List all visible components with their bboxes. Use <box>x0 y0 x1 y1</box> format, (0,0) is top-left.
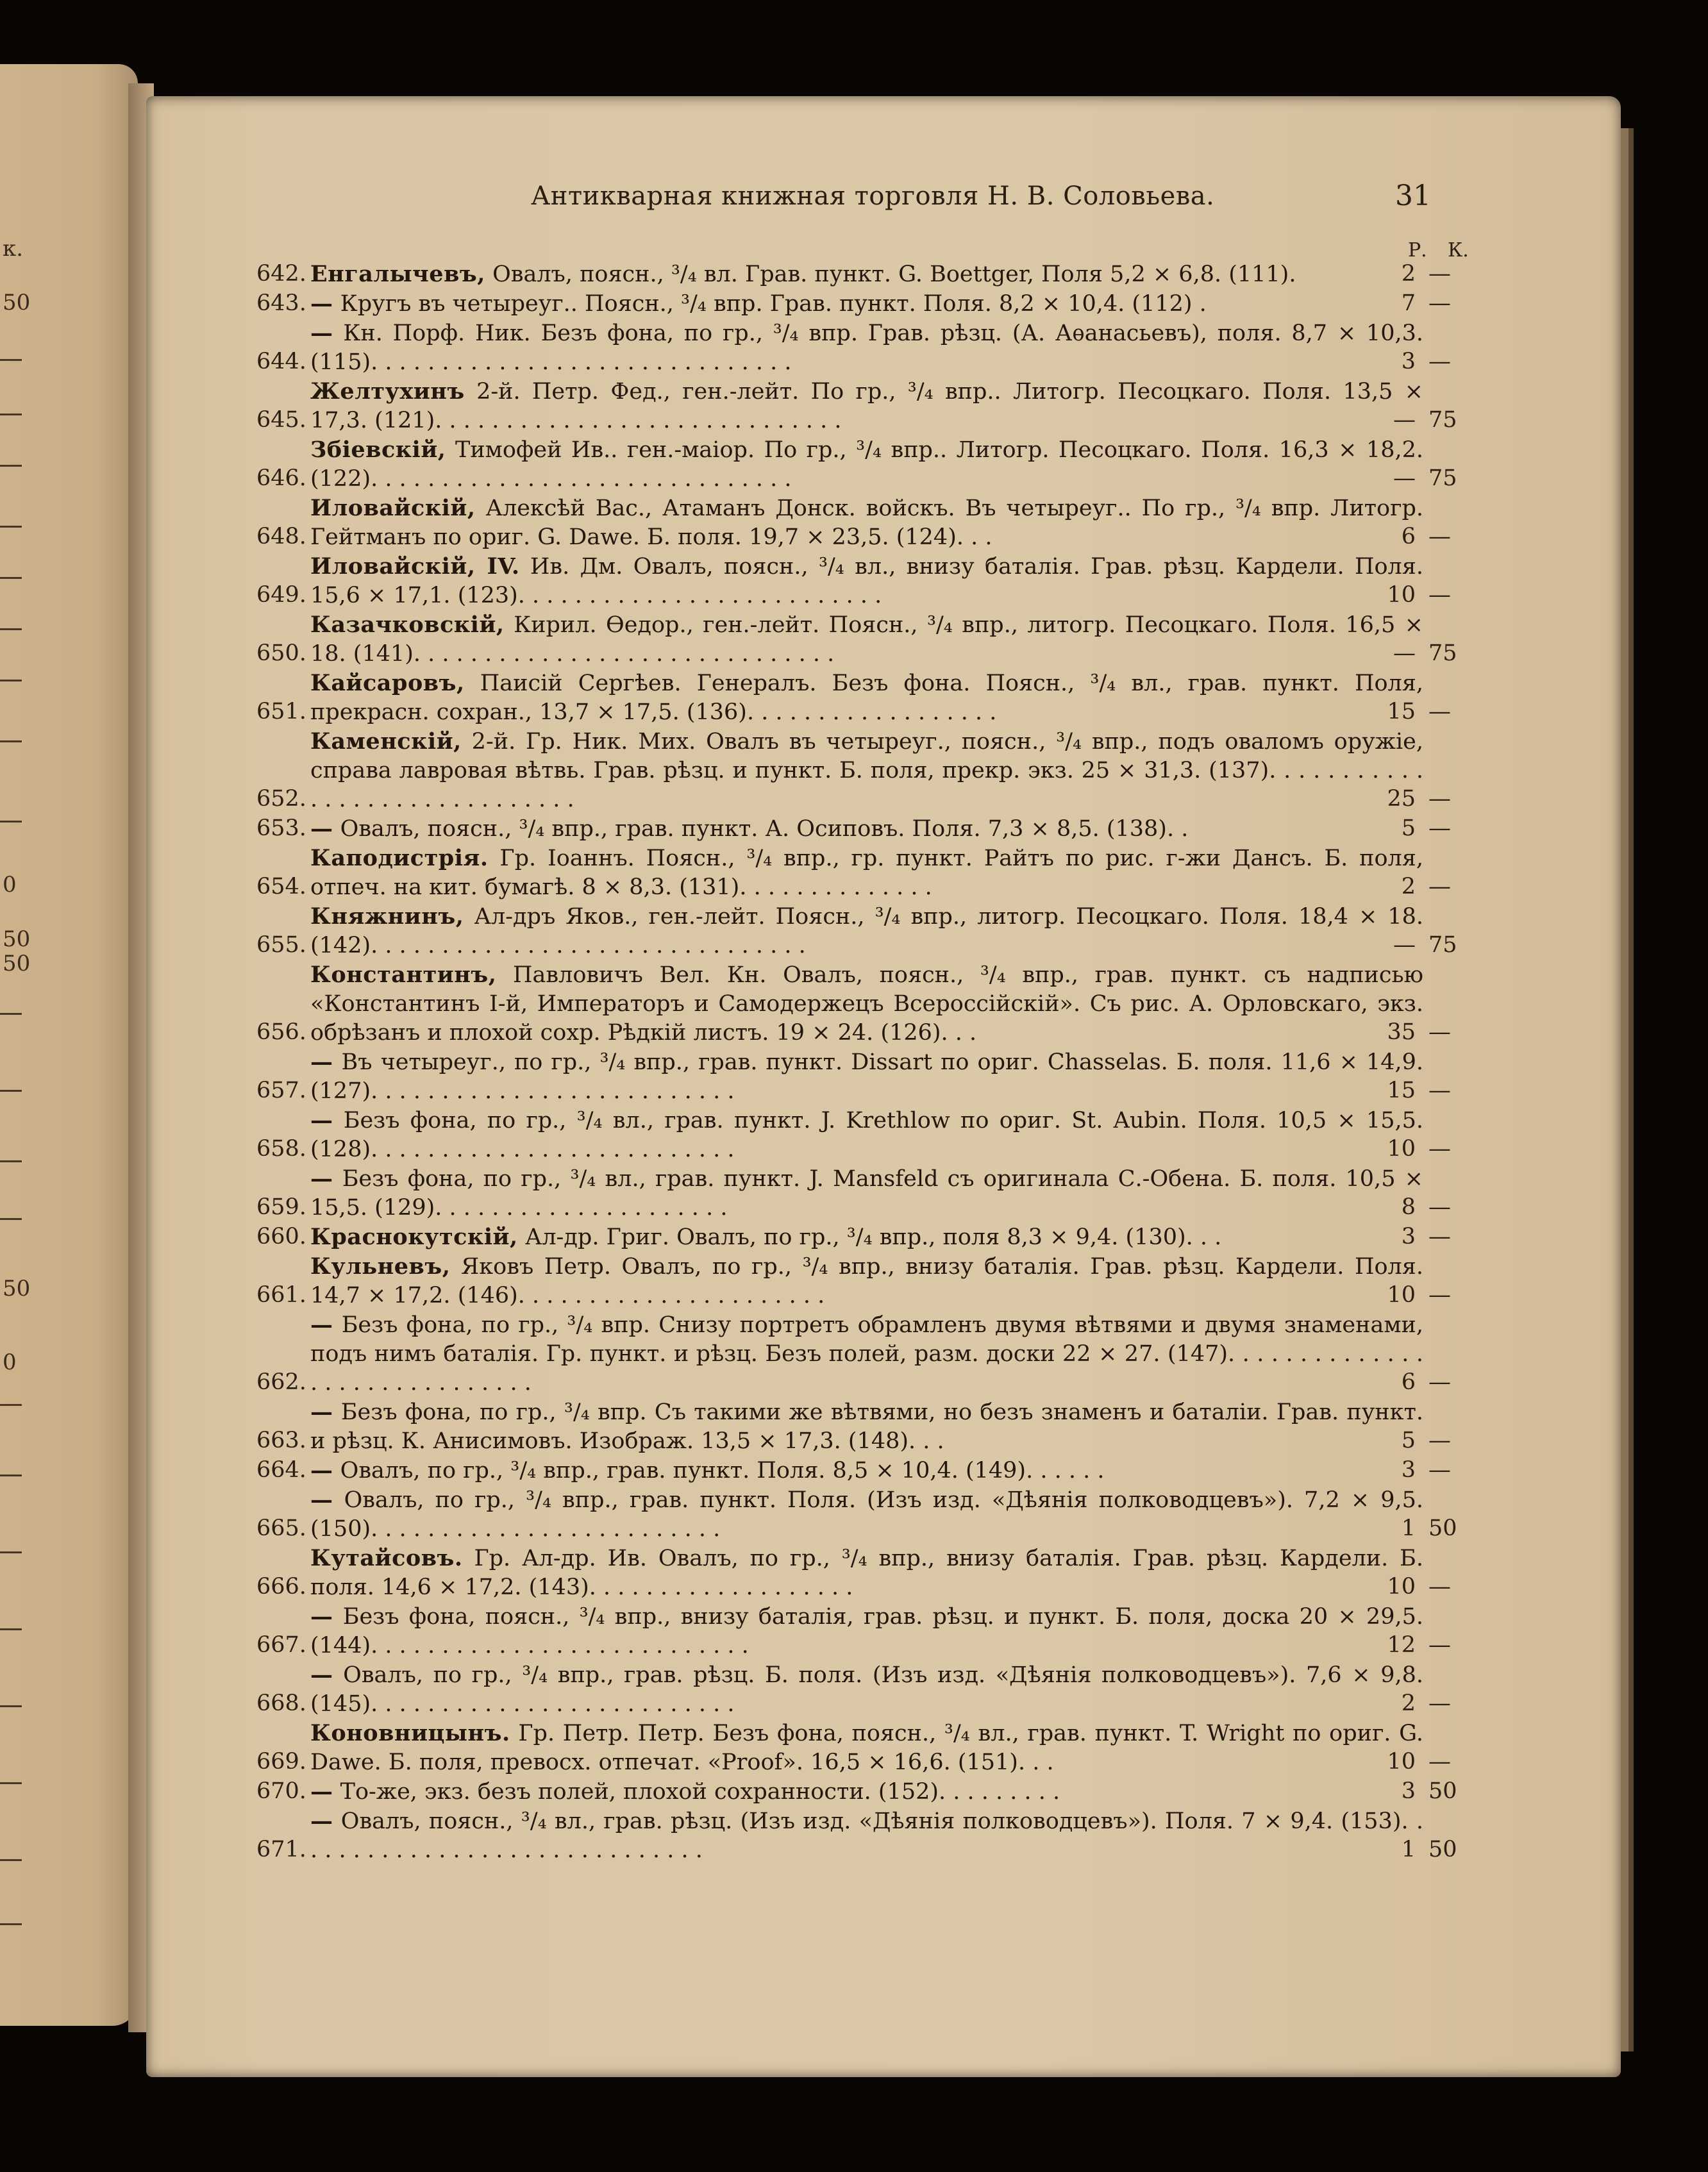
entry-price-kopecks: — <box>1428 1749 1451 1775</box>
entry-description <box>310 1544 1423 1602</box>
entry-price-rubles: 12 <box>1387 1632 1416 1658</box>
catalog-entry <box>256 552 1507 610</box>
entry-name: Константинъ, <box>310 962 497 988</box>
entry-number: 669. <box>256 1749 306 1775</box>
entry-description <box>310 435 1423 494</box>
catalog-entry <box>256 727 1507 814</box>
catalog-entry <box>256 1048 1507 1106</box>
left-page-dash <box>0 465 22 467</box>
entry-details: Яковъ Петр. Овалъ, по гр., ³/₄ впр., внизу баталія. Грав. рѣзц. Кардели. Поля. 14,7 × 17,2. (146). . . . . . . . . . . . . . . . . . . . . . <box>310 1254 1423 1308</box>
entry-price-kopecks: — <box>1428 699 1451 724</box>
entry-description <box>310 814 1423 844</box>
entry-description <box>310 1252 1423 1310</box>
entry-description <box>310 960 1423 1048</box>
entry-price-kopecks: — <box>1428 1194 1451 1220</box>
entry-details: То-же, экз. безъ полей, плохой сохранности. (152). . . . . . . . . <box>340 1779 1060 1805</box>
entry-name: Иловайскій, <box>310 495 476 521</box>
entry-details: Безъ фона, по гр., ³/₄ впр. Снизу портретъ обрамленъ двумя вѣтвями и двумя знаменами, подъ нимъ баталія. Гр. пункт. и рѣзц. Безъ полей, разм. доски 22 × 27. (147). . . . . . . . . . . . . . . . . . . . . . . . . . . . . . <box>310 1312 1423 1396</box>
catalog-entry <box>256 1777 1507 1807</box>
entry-name: — <box>310 1603 333 1630</box>
catalog-entry <box>256 1310 1507 1398</box>
entry-price-kopecks: — <box>1428 290 1451 316</box>
entry-number: 670. <box>256 1778 306 1804</box>
catalog-entry <box>256 1807 1507 1865</box>
entry-name: Казачковскій, <box>310 612 505 638</box>
entry-number: 645. <box>256 407 306 433</box>
entry-price-kopecks: — <box>1428 1691 1451 1716</box>
left-page-fragment: 50 <box>3 926 31 952</box>
entry-price-rubles: 2 <box>1401 1691 1416 1716</box>
left-page-dash <box>0 821 22 823</box>
left-page-dash <box>0 628 22 630</box>
left-page-dash <box>0 1474 22 1476</box>
entry-number: 652. <box>256 786 306 812</box>
entry-price-kopecks: — <box>1428 1574 1451 1600</box>
left-page-edge <box>0 64 138 2026</box>
entry-name: Каменскій, <box>310 728 462 755</box>
entry-description <box>310 1164 1423 1223</box>
entry-price-kopecks: — <box>1428 1369 1451 1395</box>
left-page-dash <box>0 1090 22 1092</box>
catalog-entry <box>256 669 1507 727</box>
entry-details: 2-й. Петр. Фед., ген.-лейт. По гр., ³/₄ впр.. Литогр. Песоцкаго. Поля. 13,5 × 17,3. (121). . . . . . . . . . . . . . . . . . . . . . . . . . . . . <box>310 379 1423 433</box>
entry-price-rubles: — <box>1393 465 1416 491</box>
entry-description <box>310 552 1423 610</box>
entry-description <box>310 289 1423 319</box>
entry-price-kopecks: — <box>1428 786 1451 812</box>
entry-price-kopecks: — <box>1428 1282 1451 1308</box>
catalog-entry <box>256 1602 1507 1660</box>
entry-name: — <box>310 1662 333 1688</box>
entry-price-rubles: 5 <box>1401 1428 1416 1453</box>
entry-price-kopecks: 50 <box>1428 1778 1457 1804</box>
entry-name: Кутайсовъ. <box>310 1545 463 1571</box>
entry-number: 660. <box>256 1224 306 1249</box>
catalog-entry <box>256 902 1507 960</box>
entry-price-rubles: 3 <box>1401 1224 1416 1249</box>
entry-number: 666. <box>256 1574 306 1600</box>
entry-price-kopecks: 50 <box>1428 1516 1457 1541</box>
entry-description <box>310 1485 1423 1544</box>
entry-price-rubles: 1 <box>1401 1837 1416 1862</box>
entry-number: 644. <box>256 349 306 374</box>
entry-details: Тимофей Ив.. ген.-маіор. По гр., ³/₄ впр.. Литогр. Песоцкаго. Поля. 16,3 × 18,2. (122). . . . . . . . . . . . . . . . . . . . . . . . . . . . . . <box>310 437 1423 492</box>
entry-name: — <box>310 1399 333 1425</box>
entry-price-rubles: 3 <box>1401 1778 1416 1804</box>
entry-price-rubles: 10 <box>1387 1136 1416 1162</box>
left-page-dash <box>0 1404 22 1406</box>
entry-price-rubles: 35 <box>1387 1019 1416 1045</box>
entry-name: Иловайскій, IV. <box>310 553 520 580</box>
entry-number: 658. <box>256 1136 306 1162</box>
entry-price-rubles: 6 <box>1401 1369 1416 1395</box>
left-page-dash <box>0 1628 22 1630</box>
catalog-entry <box>256 319 1507 377</box>
entry-price-kopecks: — <box>1428 815 1451 841</box>
catalog-entry <box>256 1252 1507 1310</box>
entry-details: Безъ фона, по гр., ³/₄ впр. Съ такими же вѣтвями, но безъ знаменъ и баталіи. Грав. пункт. и рѣзц. К. Анисимовъ. Изображ. 13,5 × 17,3. (148). . . <box>310 1399 1423 1454</box>
entry-price-kopecks: — <box>1428 349 1451 374</box>
entry-description <box>310 669 1423 727</box>
catalog-entry <box>256 1106 1507 1164</box>
entry-price-rubles: 6 <box>1401 524 1416 549</box>
catalog-entry <box>256 1485 1507 1544</box>
entry-details: Въ четыреуг., по гр., ³/₄ впр., грав. пункт. Dissart по ориг. Chasselas. Б. поля. 11,6 × 14,9. (127). . . . . . . . . . . . . . . . . . . . . . . . . . <box>310 1049 1423 1104</box>
entry-price-kopecks: — <box>1428 261 1451 287</box>
entry-description <box>310 1106 1423 1164</box>
entry-price-rubles: 2 <box>1401 874 1416 899</box>
entry-details: Гр. Іоаннъ. Поясн., ³/₄ впр., гр. пункт. Райтъ по рис. г-жи Дансъ. Б. поля, отпеч. на кит. бумагѣ. 8 × 8,3. (131). . . . . . . . . . . . . . <box>310 846 1423 900</box>
entry-price-kopecks: — <box>1428 1224 1451 1249</box>
entry-price-kopecks: 75 <box>1428 932 1457 958</box>
entry-details: Ал-дръ Яков., ген.-лейт. Поясн., ³/₄ впр., литогр. Песоцкаго. Поля. 18,4 × 18. (142). . . . . . . . . . . . . . . . . . . . . . . . . . . . . . . <box>310 904 1423 958</box>
catalog-entry <box>256 1456 1507 1485</box>
entry-description <box>310 844 1423 902</box>
entry-number: 649. <box>256 582 306 608</box>
entry-number: 667. <box>256 1632 306 1658</box>
entry-number: 663. <box>256 1428 306 1453</box>
entry-price-rubles: 10 <box>1387 1749 1416 1775</box>
entry-number: 643. <box>256 290 306 316</box>
entry-number: 657. <box>256 1078 306 1103</box>
catalog-entry <box>256 1719 1507 1777</box>
left-page-fragment: 50 <box>3 1276 31 1301</box>
entry-details: Павловичъ Вел. Кн. Овалъ, поясн., ³/₄ впр., грав. пункт. съ надписью «Константинъ І-й, Императоръ и Самодержецъ Всероссійскій». Съ рис. А. Орловскаго, экз. обрѣзанъ и плохой сохр. Рѣдкій листъ. 19 × 24. (126). . . <box>310 962 1423 1046</box>
entry-price-kopecks: 75 <box>1428 407 1457 433</box>
entry-name: — <box>310 1487 333 1513</box>
catalog-entry <box>256 1164 1507 1223</box>
entry-number: 655. <box>256 932 306 958</box>
catalog-entry <box>256 814 1507 844</box>
left-page-dash <box>0 414 22 415</box>
entry-number: 659. <box>256 1194 306 1220</box>
left-page-dash <box>0 1013 22 1015</box>
catalog-entry <box>256 844 1507 902</box>
column-header-rubles: Р. <box>1408 239 1427 262</box>
entry-description <box>310 1660 1423 1719</box>
entry-details: Кирил. Ѳедор., ген.-лейт. Поясн., ³/₄ впр., литогр. Песоцкаго. Поля. 16,5 × 18. (141). . . . . . . . . . . . . . . . . . . . . . . . . . . . . . <box>310 612 1423 667</box>
entry-price-rubles: 2 <box>1401 261 1416 287</box>
entry-details: Кругъ въ четыреуг.. Поясн., ³/₄ впр. Грав. пункт. Поля. 8,2 × 10,4. (112) . <box>340 291 1207 317</box>
entry-details: Безъ фона, поясн., ³/₄ впр., внизу баталія, грав. рѣзц. и пункт. Б. поля, доска 20 × 29,5. (144). . . . . . . . . . . . . . . . . . . . . . . . . . . <box>310 1604 1423 1658</box>
catalog-entry <box>256 435 1507 494</box>
page-edge-stack <box>1621 128 1628 2051</box>
catalog-entry <box>256 1544 1507 1602</box>
left-page-dash <box>0 1705 22 1707</box>
entry-price-kopecks: — <box>1428 1078 1451 1103</box>
catalog-entries <box>256 260 1507 1865</box>
entry-price-rubles: 10 <box>1387 1282 1416 1308</box>
left-page-dash <box>0 1551 22 1553</box>
entry-description <box>310 1807 1423 1865</box>
entry-name: Кайсаровъ, <box>310 670 465 696</box>
catalog-entry <box>256 960 1507 1048</box>
entry-description <box>310 1602 1423 1660</box>
entry-details: Гр. Петр. Петр. Безъ фона, поясн., ³/₄ вл., грав. пункт. T. Wright по ориг. G. Dawe. Б. поля, превосх. отпечат. «Proof». 16,5 × 16,6. (151). . . <box>310 1721 1423 1775</box>
entry-number: 665. <box>256 1516 306 1541</box>
entry-number: 653. <box>256 815 306 841</box>
left-page-fragment: к. <box>3 236 24 262</box>
entry-number: 668. <box>256 1691 306 1716</box>
entry-name: Збіевскій, <box>310 437 446 463</box>
entry-details: Паисій Сергѣев. Генералъ. Безъ фона. Поясн., ³/₄ вл., грав. пункт. Поля, прекрасн. сохран., 13,7 × 17,5. (136). . . . . . . . . . . . . . . . . . <box>310 671 1423 725</box>
entry-name: — <box>310 1312 333 1338</box>
entry-price-kopecks: 50 <box>1428 1837 1457 1862</box>
left-page-dash <box>0 1782 22 1784</box>
entry-name: Кульневъ, <box>310 1253 451 1280</box>
entry-details: Безъ фона, по гр., ³/₄ вл., грав. пункт. J. Krethlow по ориг. St. Aubin. Поля. 10,5 × 15,5. (128). . . . . . . . . . . . . . . . . . . . . . . . . . <box>310 1108 1423 1162</box>
entry-price-rubles: 8 <box>1401 1194 1416 1220</box>
entry-details: Овалъ, поясн., ³/₄ впр., грав. пункт. А. Осиповъ. Поля. 7,3 × 8,5. (138). . <box>340 816 1189 842</box>
entry-price-kopecks: — <box>1428 524 1451 549</box>
entry-description <box>310 727 1423 814</box>
entry-price-rubles: 15 <box>1387 1078 1416 1103</box>
entry-details: Овалъ, поясн., ³/₄ вл. Грав. пункт. G. Boettger, Поля 5,2 × 6,8. (111). <box>492 262 1296 287</box>
left-page-dash <box>0 1160 22 1162</box>
entry-price-kopecks: — <box>1428 1428 1451 1453</box>
entry-details: Овалъ, по гр., ³/₄ впр., грав. рѣзц. Б. поля. (Изъ изд. «Дѣянія полководцевъ»). 7,6 × 9,8. (145). . . . . . . . . . . . . . . . . . . . . . . . . . <box>310 1662 1423 1717</box>
catalog-entry <box>256 610 1507 669</box>
entry-details: Ал-др. Григ. Овалъ, по гр., ³/₄ впр., поля 8,3 × 9,4. (130). . . <box>524 1224 1222 1250</box>
entry-description <box>310 902 1423 960</box>
entry-price-kopecks: — <box>1428 582 1451 608</box>
entry-price-rubles: 10 <box>1387 1574 1416 1600</box>
catalog-entry <box>256 494 1507 552</box>
left-page-dash <box>0 1923 22 1925</box>
entry-name: Краснокутскій, <box>310 1224 518 1250</box>
entry-name: — <box>310 290 333 317</box>
entry-price-rubles: — <box>1393 407 1416 433</box>
catalog-entry <box>256 1660 1507 1719</box>
entry-number: 654. <box>256 874 306 899</box>
entry-description <box>310 377 1423 435</box>
entry-description <box>310 319 1423 377</box>
entry-price-rubles: 15 <box>1387 699 1416 724</box>
entry-details: Ив. Дм. Овалъ, поясн., ³/₄ вл., внизу баталія. Грав. рѣзц. Кардели. Поля. 15,6 × 17,1. (123). . . . . . . . . . . . . . . . . . . . . . . . . . <box>310 554 1423 608</box>
left-page-dash <box>0 577 22 579</box>
entry-details: Овалъ, по гр., ³/₄ впр., грав. пункт. Поля. 8,5 × 10,4. (149). . . . . . <box>340 1458 1105 1483</box>
left-page-dash <box>0 359 22 361</box>
catalog-entry <box>256 260 1507 289</box>
entry-description <box>310 494 1423 552</box>
entry-name: Каподистрія. <box>310 845 489 871</box>
entry-description <box>310 1777 1423 1807</box>
entry-price-kopecks: — <box>1428 1632 1451 1658</box>
left-page-fragment: 0 <box>3 872 17 898</box>
page-edge-stack <box>1628 128 1634 2051</box>
entry-price-kopecks: — <box>1428 1136 1451 1162</box>
entry-price-rubles: 5 <box>1401 815 1416 841</box>
catalog-entry <box>256 1223 1507 1252</box>
entry-name: Княжнинъ, <box>310 903 464 930</box>
entry-name: — <box>310 1165 333 1192</box>
entry-price-kopecks: — <box>1428 874 1451 899</box>
entry-price-kopecks: 75 <box>1428 640 1457 666</box>
left-page-fragment: 0 <box>3 1349 17 1375</box>
entry-price-rubles: 1 <box>1401 1516 1416 1541</box>
entry-name: Енгалычевъ, <box>310 261 485 287</box>
entry-description <box>310 1223 1423 1252</box>
entry-number: 650. <box>256 640 306 666</box>
entry-details: 2-й. Гр. Ник. Мих. Овалъ въ четыреуг., поясн., ³/₄ впр., подъ оваломъ оружіе, справа лавровая вѣтвь. Грав. рѣзц. и пункт. Б. поля, прекр. экз. 25 × 31,3. (137). . . . . . . . . . . . . . . . . . . . . . . . . . . . . . <box>310 729 1423 812</box>
entry-name: — <box>310 1808 333 1834</box>
entry-price-rubles: 3 <box>1401 349 1416 374</box>
entry-number: 661. <box>256 1282 306 1308</box>
entry-name: — <box>310 1049 333 1075</box>
entry-description <box>310 610 1423 669</box>
entry-price-rubles: 3 <box>1401 1457 1416 1483</box>
catalog-entry <box>256 289 1507 319</box>
entry-number: 651. <box>256 699 306 724</box>
entry-number: 656. <box>256 1019 306 1045</box>
entry-price-rubles: — <box>1393 932 1416 958</box>
entry-details: Алексѣй Вас., Атаманъ Донск. войскъ. Въ четыреуг.. По гр., ³/₄ впр. Литогр. Гейтманъ по ориг. G. Dawe. Б. поля. 19,7 × 23,5. (124). . . <box>310 496 1423 550</box>
entry-number: 646. <box>256 465 306 491</box>
entry-description <box>310 1048 1423 1106</box>
entry-number: 664. <box>256 1457 306 1483</box>
entry-details: Гр. Ал-др. Ив. Овалъ, по гр., ³/₄ впр., внизу баталія. Грав. рѣзц. Кардели. Б. поля. 14,6 × 17,2. (143). . . . . . . . . . . . . . . . . . . <box>310 1546 1423 1600</box>
entry-name: — <box>310 1778 333 1805</box>
entry-number: 671. <box>256 1837 306 1862</box>
entry-description <box>310 260 1423 289</box>
entry-details: Кн. Порф. Ник. Безъ фона, по гр., ³/₄ впр. Грав. рѣзц. (А. Аѳанасьевъ), поля. 8,7 × 10,3. (115). . . . . . . . . . . . . . . . . . . . . . . . . . . . . . <box>310 321 1423 375</box>
left-page-dash <box>0 1218 22 1220</box>
entry-details: Овалъ, поясн., ³/₄ вл., грав. рѣзц. (Изъ изд. «Дѣянія полководцевъ»). Поля. 7 × 9,4. (153). . . . . . . . . . . . . . . . . . . . . . . . . . . . . . <box>310 1809 1423 1863</box>
entry-number: 662. <box>256 1369 306 1395</box>
left-page-dash <box>0 526 22 528</box>
left-page-dash <box>0 680 22 681</box>
entry-description <box>310 1456 1423 1485</box>
column-header-kopecks: К. <box>1448 239 1469 262</box>
catalog-entry <box>256 1398 1507 1456</box>
entry-description <box>310 1310 1423 1398</box>
entry-number: 648. <box>256 524 306 549</box>
entry-price-rubles: 25 <box>1387 786 1416 812</box>
entry-details: Овалъ, по гр., ³/₄ впр., грав. пункт. Поля. (Изъ изд. «Дѣянія полководцевъ»). 7,2 × 9,5. (150). . . . . . . . . . . . . . . . . . . . . . . . . <box>310 1487 1423 1542</box>
left-page-dash <box>0 1859 22 1861</box>
left-page-dash <box>0 740 22 742</box>
entry-name: — <box>310 320 333 346</box>
entry-description <box>310 1719 1423 1777</box>
entry-details: Безъ фона, по гр., ³/₄ вл., грав. пункт. J. Mansfeld съ оригинала С.-Обена. Б. поля. 10,5 × 15,5. (129). . . . . . . . . . . . . . . . . . . . . <box>310 1166 1423 1221</box>
entry-price-rubles: 10 <box>1387 582 1416 608</box>
entry-description <box>310 1398 1423 1456</box>
entry-name: — <box>310 1107 333 1133</box>
entry-name: — <box>310 815 333 842</box>
entry-name: Коновницынъ. <box>310 1720 510 1746</box>
left-page-fragment: 50 <box>3 290 31 315</box>
page-number: 31 <box>1395 180 1431 212</box>
left-page-fragment: 50 <box>3 951 31 976</box>
entry-name: Желтухинъ <box>310 378 465 405</box>
entry-price-rubles: 7 <box>1401 290 1416 316</box>
entry-price-kopecks: — <box>1428 1457 1451 1483</box>
entry-price-kopecks: — <box>1428 1019 1451 1045</box>
catalog-entry <box>256 377 1507 435</box>
entry-name: — <box>310 1457 333 1483</box>
entry-number: 642. <box>256 261 306 287</box>
entry-price-kopecks: 75 <box>1428 465 1457 491</box>
running-title: Антикварная книжная торговля Н. В. Соловьева. <box>531 181 1215 211</box>
entry-price-rubles: — <box>1393 640 1416 666</box>
